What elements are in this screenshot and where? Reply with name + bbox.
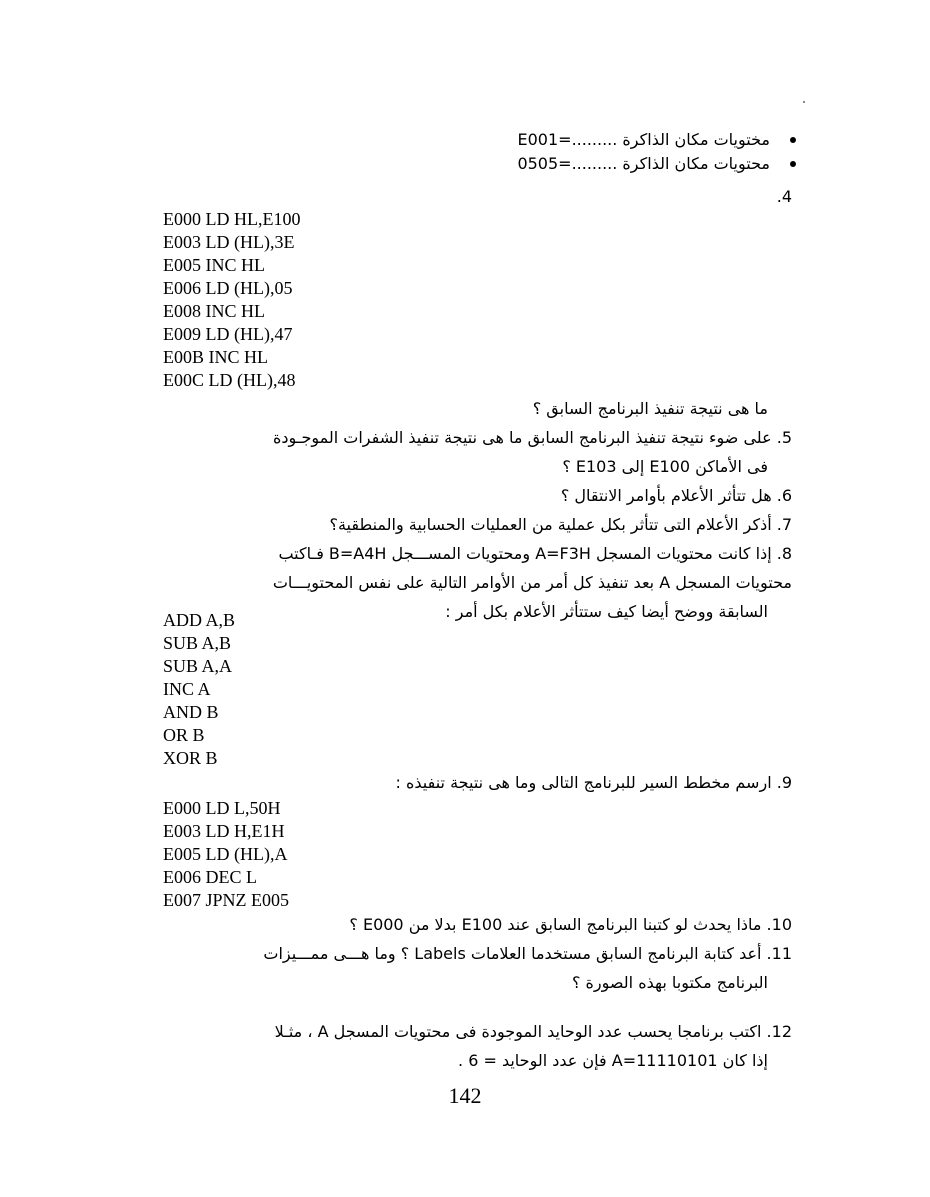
bullet-icon (790, 161, 796, 167)
bullet-icon (790, 137, 796, 143)
code-line: E005 INC HL (163, 255, 265, 275)
code-line: AND B (163, 702, 219, 722)
code-line: E007 JPNZ E005 (163, 890, 289, 910)
code-line: E006 DEC L (163, 867, 257, 887)
question-10: 10. ماذا يحدث لو كتبنا البرنامج السابق عند E100 بدلا من E000 ؟ (349, 915, 792, 934)
question-5: 5. على ضوء نتيجة تنفيذ البرنامج السابق ما هى نتيجة تنفيذ الشفرات الموجـودة فى الأماكن E100 إلى E103 ؟ (273, 428, 792, 476)
page-number: 142 (448, 1083, 482, 1108)
code-line: E00C LD (HL),48 (163, 370, 296, 390)
code-line: E003 LD (HL),3E (163, 232, 295, 252)
code-line: E006 LD (HL),05 (163, 278, 293, 298)
bullet-item: مختويات مكان الذاكرة .........=E001 (270, 128, 770, 152)
code-line: E00B INC HL (163, 347, 268, 367)
question-6: 6. هل تتأثر الأعلام بأوامر الانتقال ؟ (560, 486, 792, 505)
code-line: SUB A,B (163, 633, 232, 653)
question-4-number: .4 (776, 187, 792, 206)
question-8: 8. إذا كانت محتويات المسجل A=F3H ومحتويات المســـجل B=A4H فـاكتب محتويات المسجل A بعد تنفيذ كل أمر من الأوامر التالية على نفس المحتويـــات السابقة ووضح أيضا كيف ستتأثر الأعلام بكل أمر : (272, 544, 792, 621)
code-line: OR B (163, 725, 205, 745)
code-block-2 (163, 609, 235, 770)
code-line: E009 LD (HL),47 (163, 324, 293, 344)
code-block-1 (163, 208, 300, 392)
code-line: E000 LD HL,E100 (163, 209, 301, 229)
code-line: ADD A,B (163, 610, 236, 630)
bullet-item: محتويات مكان الذاكرة .........=0505 (270, 152, 770, 176)
bullet-list (270, 128, 770, 176)
code-line: E005 LD (HL),A (163, 844, 288, 864)
code-line: E003 LD H,E1H (163, 821, 285, 841)
code-line: E000 LD L,50H (163, 798, 281, 818)
code-line: INC A (163, 679, 211, 699)
code-line: XOR B (163, 748, 218, 768)
question-9: 9. ارسم مخطط السير للبرنامج التالى وما هى نتيجة تنفيذه : (395, 773, 792, 792)
question-12: 12. اكتب برنامجا يحسب عدد الوحايد الموجودة فى محتويات المسجل A ، مثـلا إذا كان A=11110101 فإن عدد الوحايد = 6 . (274, 1022, 792, 1070)
question-11: 11. أعد كتابة البرنامج السابق مستخدما العلامات Labels ؟ وما هـــى ممـــيزات البرنامج مكتوبا بهذه الصورة ؟ (263, 944, 792, 992)
code-block-3 (163, 797, 289, 912)
question-7: 7. أذكر الأعلام التى تتأثر بكل عملية من العمليات الحسابية والمنطقية؟ (329, 515, 792, 534)
code-line: SUB A,A (163, 656, 233, 676)
code-line: E008 INC HL (163, 301, 265, 321)
question-4-text: ما هى نتيجة تنفيذ البرنامج السابق ؟ (532, 399, 768, 418)
speck-mark (803, 101, 805, 103)
